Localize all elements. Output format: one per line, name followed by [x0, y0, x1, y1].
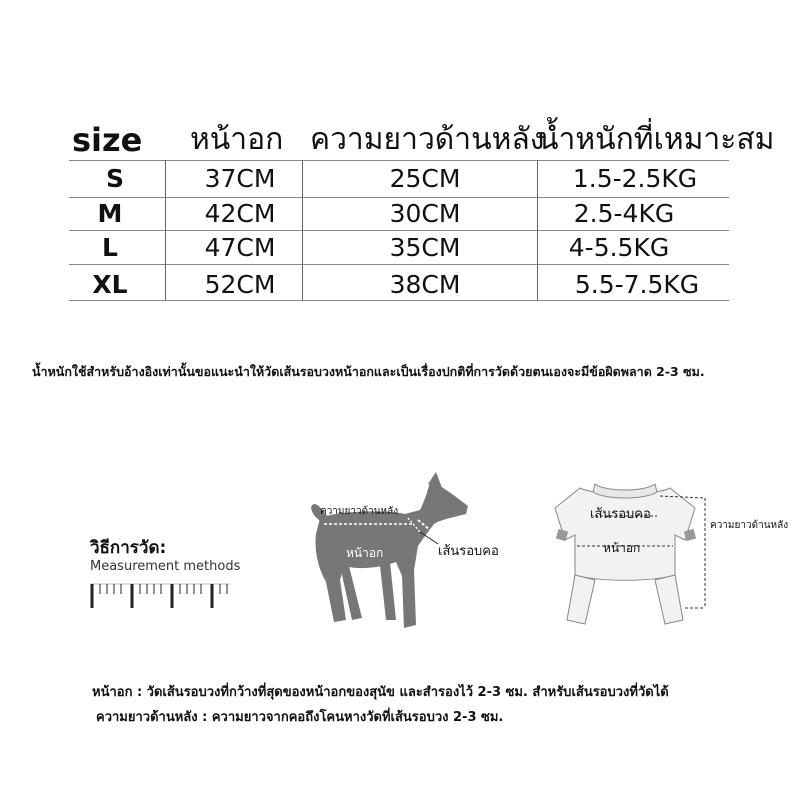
chest-cell: 37CM	[204, 164, 276, 193]
back-cell: 30CM	[389, 199, 461, 228]
size-cell: XL	[92, 270, 128, 299]
header-chest: หน้าอก	[190, 122, 284, 157]
dog-neck-label: เส้นรอบคอ	[438, 544, 499, 559]
back-cell: 25CM	[389, 164, 461, 193]
footer-chest-desc: หน้าอก : วัดเส้นรอบวงที่กว้างที่สุดของหน้าอกของสุนัข และสำรองไว้ 2-3 ซม. สำหรับเส้นรอบวงที่วัดได้	[92, 685, 669, 700]
chest-cell: 42CM	[204, 199, 276, 228]
ruler-icon	[90, 581, 230, 611]
table-rule	[69, 160, 729, 161]
weight-cell: 1.5-2.5KG	[572, 164, 698, 193]
size-cell: S	[105, 164, 124, 193]
methods-subtitle: Measurement methods	[90, 559, 241, 574]
shirt-back-length-label: ความยาวด้านหลัง	[710, 520, 789, 531]
header-back-length: ความยาวด้านหลัง	[310, 122, 545, 157]
dog-chest-label: หน้าอก	[346, 546, 384, 560]
weight-cell: 4-5.5KG	[568, 233, 670, 262]
size-cell: L	[102, 233, 118, 262]
back-cell: 38CM	[389, 270, 461, 299]
size-cell: M	[97, 199, 123, 228]
chest-cell: 47CM	[204, 233, 276, 262]
table-divider	[537, 160, 538, 300]
methods-title: วิธีการวัด:	[90, 538, 167, 558]
back-cell: 35CM	[389, 233, 461, 262]
shirt-chest-label: หน้าอก	[603, 541, 641, 555]
footer-back-desc: ความยาวด้านหลัง : ความยาวจากคอถึงโคนหางวัดที่เส้นรอบวง 2-3 ซม.	[96, 710, 504, 725]
weight-cell: 2.5-4KG	[573, 199, 675, 228]
table-divider	[302, 160, 303, 300]
weight-note: น้ำหนักใช้สำหรับอ้างอิงเท่านั้นขอแนะนำให้วัดเส้นรอบวงหน้าอกและเป็นเรื่องปกติที่การวัดด้วยตนเองจะมีข้อผิดพลาด 2-3 ซม.	[32, 364, 705, 379]
dog-back-length-label: ความยาวด้านหลัง	[320, 506, 399, 517]
header-size: size	[72, 121, 143, 159]
chest-cell: 52CM	[204, 270, 276, 299]
table-divider	[165, 160, 166, 300]
weight-cell: 5.5-7.5KG	[574, 270, 700, 299]
shirt-neck-label: เส้นรอบคอ	[590, 507, 651, 522]
header-weight: น้ำหนักที่เหมาะสม	[538, 122, 775, 157]
